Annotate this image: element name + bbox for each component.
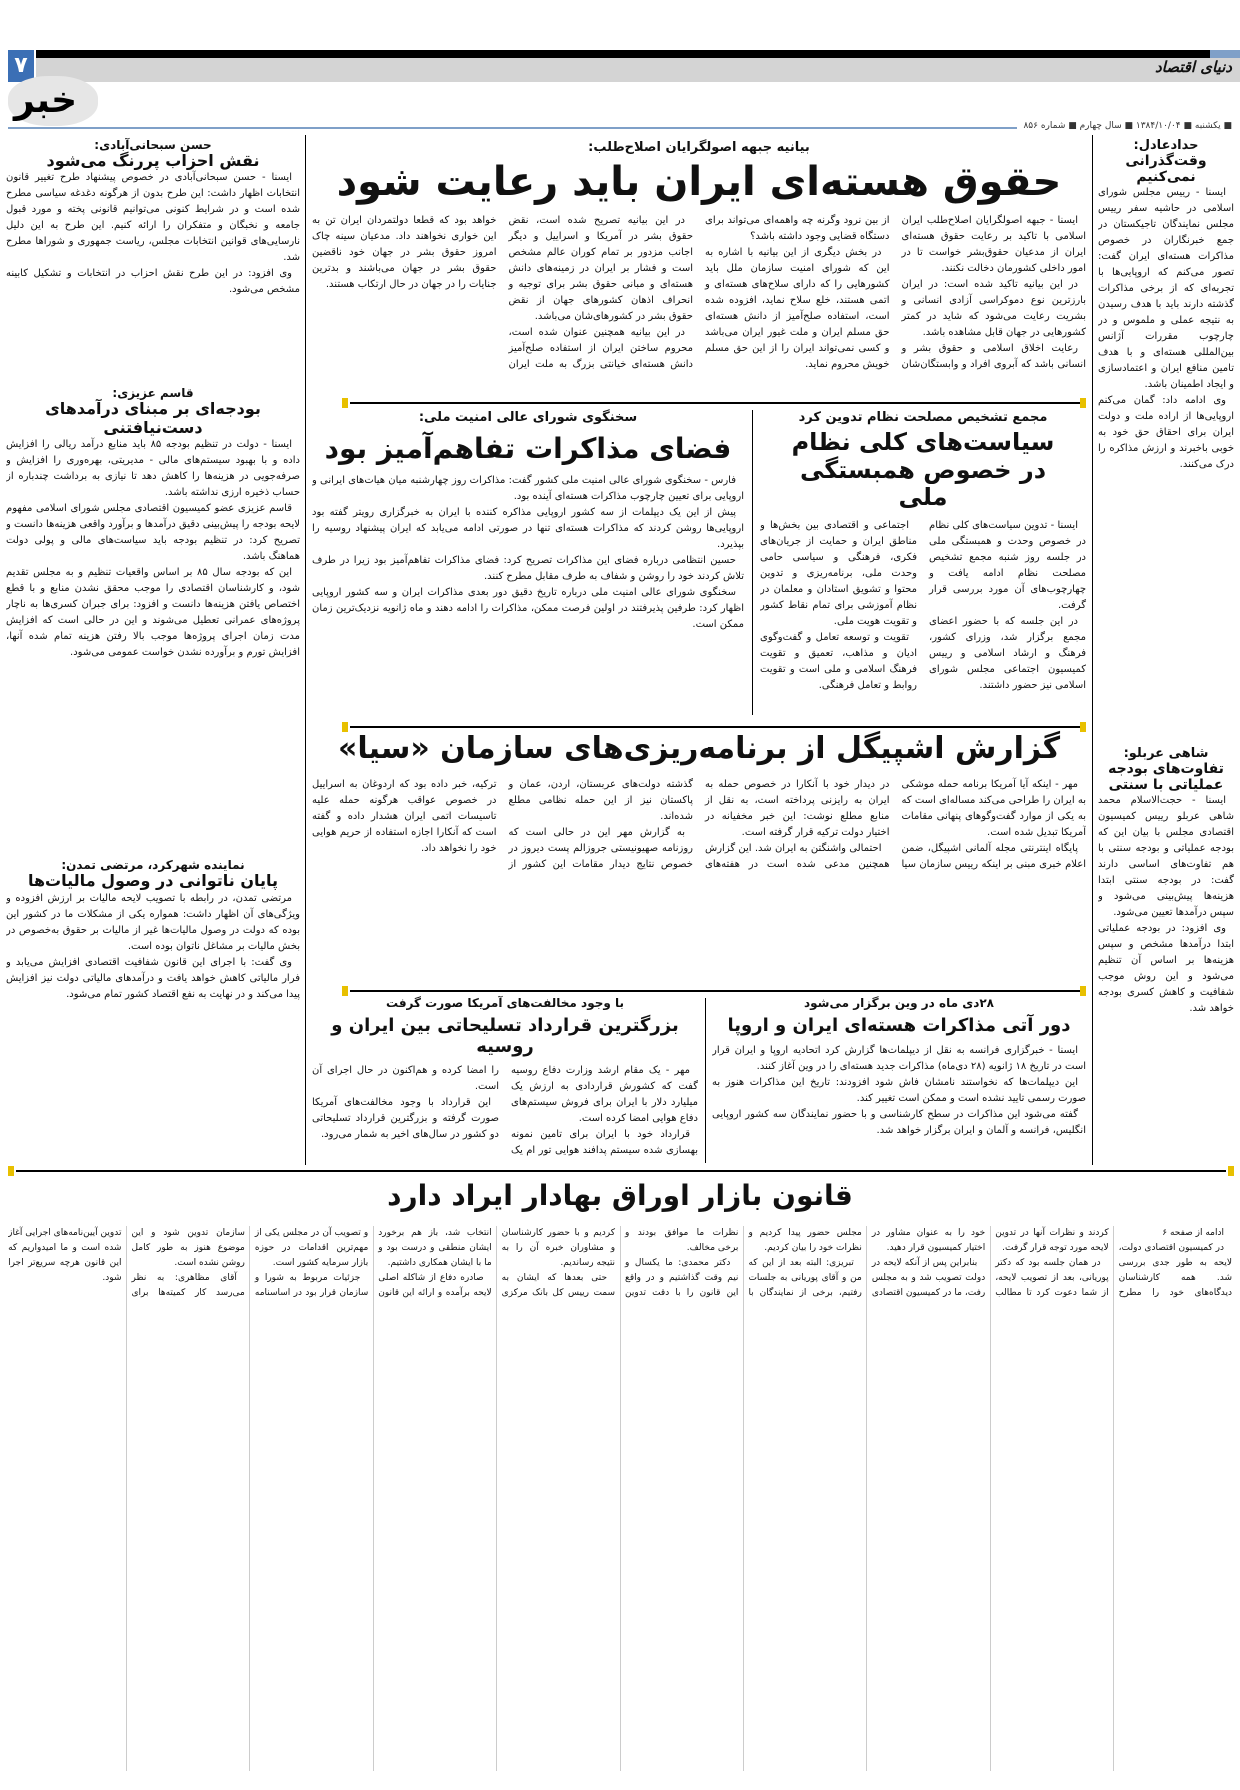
left-column (6, 138, 300, 1163)
paragraph: وی ادامه داد: گمان می‌کنم اروپایی‌ها از اراده ملت و دولت ایران برای احقاق حق خود به خوبی باخبرند و ارزش مذاکره را درک می‌کنند. (1098, 395, 1234, 471)
newspaper-logo: دنیای اقتصاد (1154, 58, 1232, 76)
paragraph: تبریزی: البته بعد از این که من و آقای پوریانی به جلسات رفتیم، برخی از نمایندگان با نظرات ما موافق بودند و برخی مخالف. (625, 1228, 862, 1299)
paragraph: حسین انتظامی درباره فضای این مذاکرات تصریح کرد: فضای مذاکرات تفاهم‌آمیز بود زیرا در طرف تلاش کردند خود را روشن و شفاف به طرف مقابل مطرح کنند. (312, 555, 744, 583)
paragraph: ایسنا - دولت در تنظیم بودجه ۸۵ باید منابع درآمد ریالی را افزایش داده و با بهبود سیستم‌های مالی - مدیریتی، بهره‌وری را افزایش و صرفه‌جویی در هزینه‌ها را کاهش دهد تا نیازی به برداشت چندباره از حساب ذخیره ارزی نداشته باشد. (6, 439, 300, 499)
masthead-accent (1210, 50, 1240, 58)
paragraph: این که بودجه سال ۸۵ بر اساس واقعیات تنظیم و به مجلس تقدیم شود، و کارشناسان اقتصادی را موجب محقق نشدن منابع و با قطع اختصاص یافتن هزینه‌ها دانست و افزود: برای جبران کسری‌ها به ناچار پروژه‌های عمرانی تعطیل می‌شوند و این در حالی است که افزایش مدت زمان اجرای پروژه‌ها موجب بالا رفتن هزینه تمام شده آنها، افزایش تورم و برآورده نشدن خواست عمومی می‌شود. (6, 567, 300, 659)
story-body (6, 437, 300, 852)
section-rule (350, 990, 1085, 992)
story-arms (312, 996, 698, 1164)
masthead-gray-bar (36, 58, 1240, 82)
story-body (6, 891, 300, 1121)
dateline: ■ یکشنبه ■ ۱۳۸۴/۱۰/۰۴ ■ سال چهارم ■ شماره ۸۵۶ (1017, 121, 1232, 131)
story-headline: حقوق هسته‌ای ایران باید رعایت شود (336, 159, 1062, 205)
masthead-black-bar (36, 50, 1216, 58)
paragraph: ایسنا - جبهه اصولگرایان اصلاح‌طلب ایران اسلامی با تاکید بر رعایت حقوق هسته‌ای ایران از مدعیان حقوق‌بشر خواست تا در امور داخلی کشورمان دخالت نکنند. (901, 215, 1086, 274)
story-kicker: حدادعادل: (1133, 138, 1199, 153)
story-kicker: حسن سبحانی‌آبادی: (94, 138, 212, 152)
story-spiegel (312, 732, 1086, 982)
paragraph: پیش از این یک دیپلمات از سه کشور اروپایی مذاکره کننده با ایران به خبرگزاری رویتر گفته بود اروپایی‌ها روشن کردند که مذاکرات هسته‌ای تنها در صورتی ادامه می‌یابد که ایران پیشنهاد روسیه را بپذیرد. (312, 507, 744, 551)
page-number: ۷ (8, 50, 34, 82)
paragraph: تقویت و توسعه تعامل و گفت‌وگوی ادیان و مذاهب، تعمیق و تقویت فرهنگ اسلامی و ملی است و تقویت روابط و تعامل فرهنگی. (760, 631, 917, 691)
paragraph: دکتر محمدی: ما یکسال و نیم وقت گذاشتیم و در واقع این قانون را با دقت تدوین کردیم و با حضور کارشناسان و مشاوران خبره آن را به نتیجه رساندیم. (501, 1228, 739, 1299)
story-headline: قانون بازار اوراق بهادار ایراد دارد (387, 1179, 853, 1212)
paragraph: ایسنا - حسن سبحانی‌آبادی در خصوص پیشنهاد طرح تغییر قانون انتخابات اظهار داشت: این طرح بدون از هرگونه دغدغه سیاسی مطرح شده است و در شرایط کنونی می‌توانیم قانونی پخته و مورد قبول جامعه و نخبگان و متفکران را ارائه کنیم. این طرح به این دلیل نارسایی‌های قوانین انتخابات مجلس، ریاست جمهوری و شوراها مطرح شد. (6, 172, 300, 264)
dateline-rule (8, 127, 1138, 129)
rule-marker (8, 1166, 14, 1176)
paragraph: قاسم عزیزی عضو کمیسیون اقتصادی مجلس شورای اسلامی مفهوم لایحه بودجه را پیش‌بینی دقیق درآمدها و برآورد واقعی هزینه‌ها دانست و تصریح کرد: در تنظیم بودجه باید سیاست‌های مالی و پولی دولت هماهنگ باشد. (6, 503, 300, 563)
paragraph: گفته می‌شود این مذاکرات در سطح کارشناسی و با حضور نمایندگان سه کشور اروپایی انگلیس، فرانسه و آلمان و ایران برگزار خواهد شد. (712, 1108, 1086, 1136)
rule-marker (1228, 1166, 1234, 1176)
paragraph: حتی بعدها که ایشان به سمت رییس کل بانک مرکزی انتخاب شد، باز هم برخورد ایشان منطقی و درست بود و ما با ایشان همکاری داشتیم. (378, 1228, 616, 1299)
right-column (1098, 138, 1234, 1163)
paragraph: وی افزود: در بودجه عملیاتی ابتدا درآمدها مشخص و سپس هزینه‌ها بر اساس آن تنظیم می‌شود و این روش موجب شفافیت و کاهش کسری بودجه خواهد شد. (1098, 923, 1234, 1015)
paragraph: سخنگوی شورای عالی امنیت ملی درباره تاریخ دقیق دور بعدی مذاکرات ایران و سه کشور اروپایی اظهار کرد: طرفین پذیرفتند در اولین فرصت ممکن، مذاکرات را ادامه دهند و ماه ژانویه نزدیک‌ترین زمان ممکن است. (312, 587, 744, 631)
paragraph: ایسنا - خبرگزاری فرانسه به نقل از دیپلمات‌ها گزارش کرد اتحادیه اروپا و ایران قرار است در تاریخ ۱۸ ژانویه (۲۸ دی‌ماه) مذاکرات جدید هسته‌ای را در وین آغاز کنند. (712, 1044, 1086, 1072)
story-headline: دور آتی مذاکرات هسته‌ای ایران و اروپا (727, 1015, 1071, 1036)
story-headline: تفاوت‌های بودجه عملیاتی با سنتی (1108, 761, 1224, 794)
paragraph: قرارداد خود با ایران برای تامین نمونه بهسازی شده سیستم پدافند هوایی تور ام یک را امضا کرده و هم‌اکنون در حال اجرای آن است. (312, 1065, 698, 1157)
rule-marker (342, 398, 348, 408)
paragraph: ایسنا - رییس مجلس شورای اسلامی در حاشیه سفر رییس مجلس نمایندگان تاجیکستان در جمع خبرنگاران در خصوص مذاکرات هسته‌ای ایران گفت: تصور می‌کنم که اروپایی‌ها با تجربه‌ای که از برخی مذاکرات گذشته دارند باید با هدف رسیدن به نتیجه عملی و ملموس و در چارچوب مقررات آژانس بین‌المللی هسته‌ای و با هدف تامین منافع ایران و اعتمادسازی و ایجاد اطمینان باشد. (1098, 187, 1234, 391)
story-body (312, 473, 744, 713)
paragraph: در کمیسیون اقتصادی دولت، لایحه به طور جدی بررسی شد. همه کارشناسان دیدگاه‌های خود را مطرح کردند و نظرات آنها در تدوین لایحه مورد توجه قرار گرفت. (995, 1228, 1232, 1299)
story-kicker: ۲۸دی ماه در وین برگزار می‌شود (803, 996, 995, 1010)
main-story (312, 140, 1086, 395)
rule-marker (1080, 398, 1086, 408)
paragraph: وی افزود: در این طرح نقش احزاب در انتخابات و تشکیل کابینه مشخص می‌شود. (6, 268, 300, 296)
story-body (712, 1043, 1086, 1153)
rule-marker (1080, 722, 1086, 732)
column-divider (752, 410, 753, 715)
paragraph: بنابراین پس از آنکه لایحه در دولت تصویب شد و به مجلس رفت، ما در کمیسیون اقتصادی مجلس حضور پیدا کردیم و نظرات خود را بیان کردیم. (748, 1228, 986, 1299)
paragraph: مهر - اینکه آیا آمریکا برنامه حمله موشکی به ایران را طراحی می‌کند مساله‌ای است که به یکی از موارد گفت‌وگوهای پنهانی مقامات آمریکا تبدیل شده است. (901, 778, 1086, 838)
paragraph: این قرارداد با وجود مخالفت‌های آمریکا صورت گرفته و بزرگترین قرارداد تسلیحاتی دو کشور در سال‌های اخیر به شمار می‌رود. (312, 1097, 499, 1141)
rule-marker (1080, 986, 1086, 996)
paragraph: در این جلسه که با حضور اعضای مجمع برگزار شد، وزرای کشور، فرهنگ و ارشاد اسلامی و رییس کمیسیون اجتماعی مجلس شورای اسلامی نیز حضور داشتند. (929, 615, 1086, 691)
column-divider (305, 135, 306, 1165)
paragraph: فارس - سخنگوی شورای عالی امنیت ملی کشور گفت: مذاکرات روز چهارشنبه میان هیات‌های ایرانی و اروپایی برای تعیین چارچوب مذاکرات هسته‌ای آینده بود. (312, 475, 744, 503)
story-body (1098, 185, 1234, 740)
story-talks (312, 410, 744, 715)
paragraph: در این بیانیه همچنین عنوان شده است، محروم ساختن ایران از استفاده صلح‌آمیز دانش هسته‌ای خیانتی بزرگ به ملت ایران خواهد بود که قطعا دولتمردان ایران تن به این خواری نخواهند داد. مدعیان سینه چاک امروز حقوق بشر در جهان خود ناقضین حقوق بشر در جهان می‌باشند و بدترین جنایات را در جهان در حال ارتکاب هستند. (312, 215, 693, 370)
paragraph: به گزارش مهر این در حالی است که روزنامه صهیونیستی جروزالم پست دیروز در خصوص نتایج دیدار مقامات این کشور از ترکیه، خبر داده بود که اردوغان به اسراییل در خصوص عواقب هرگونه حمله علیه تاسیسات اتمی ایران هشدار داده و گفته است که آنکارا اجازه استفاده از حریم هوایی خود را نخواهد داد. (312, 778, 693, 870)
paragraph: احتمالی واشنگتن به ایران شد. این گزارش همچنین مدعی شده است در هفته‌های گذشته دولت‌های عربستان، اردن، عمان و پاکستان نیز از این حمله نظامی مطلع شده‌اند. (508, 778, 890, 870)
paragraph: ایسنا - حجت‌الاسلام محمد شاهی عربلو رییس کمیسیون اقتصادی مجلس با بیان این که بودجه عملیاتی و بودجه سنتی با هم تفاوت‌های اساسی دارند گفت: در بودجه سنتی ابتدا هزینه‌ها پیش‌بینی می‌شود و سپس درآمدها تعیین می‌شود. (1098, 795, 1234, 919)
story-policies (760, 410, 1086, 715)
section-rule (16, 1170, 1226, 1172)
story-headline: فضای مذاکرات تفاهم‌آمیز بود (324, 432, 732, 465)
story-body (8, 1226, 1232, 1771)
story-headline: سیاست‌های کلی نظام در خصوص همبستگی ملی (791, 428, 1055, 512)
story-headline: وقت‌گذرانی نمی‌کنیم (1125, 153, 1207, 186)
section-rule (350, 726, 1085, 728)
story-headline: نقش احزاب پررنگ می‌شود (46, 151, 260, 170)
column-divider (705, 998, 706, 1163)
story-headline: بزرگترین قرارداد تسلیحاتی بین ایران و روسیه (331, 1015, 679, 1057)
paragraph: اجتماعی و اقتصادی بین بخش‌ها و مناطق ایران و حمایت از جریان‌های فکری، فرهنگی و سیاسی حامی وحدت ملی، برنامه‌ریزی و تدوین محتوا و تشویق استادان و معلمان در نظام آموزشی برای تمام نقاط کشور و تقویت هویت ملی. (760, 519, 917, 627)
paragraph: این دیپلمات‌ها که نخواستند نامشان فاش شود افزودند: تاریخ این مذاکرات هنوز به صورت رسمی تایید نشده است و ممکن است تغییر کند. (712, 1076, 1086, 1104)
story-body (312, 777, 1086, 972)
story-body (312, 1063, 698, 1173)
bottom-story (8, 1178, 1232, 1783)
paragraph: در این بیانیه تاکید شده است: در ایران بارزترین نوع دموکراسی آزادی انسانی و بشریت رعایت می‌شود که شاید در کمتر کشورهایی در جهان قابل مشاهده باشد. (901, 279, 1086, 338)
story-body (1098, 793, 1234, 1123)
paragraph: مهر - یک مقام ارشد وزارت دفاع روسیه گفت که کشورش قراردادی به ارزش یک میلیارد دلار با ایران برای فروش سیستم‌های دفاع هوایی امضا کرده است. (511, 1065, 698, 1125)
paragraph: ایسنا - تدوین سیاست‌های کلی نظام در خصوص وحدت و همبستگی ملی در جلسه روز شنبه مجمع تشخیص مصلحت نظام ادامه یافت و چهارچوب‌های آن مورد بررسی قرار گرفت. (929, 519, 1086, 611)
column-divider (1092, 135, 1093, 1165)
paragraph: وی گفت: با اجرای این قانون شفافیت اقتصادی افزایش می‌یابد و فرار مالیاتی کاهش خواهد یافت و درآمدهای مالیاتی دولت نیز افزایش پیدا می‌کند و در نهایت به نفع اقتصاد کشور تمام می‌شود. (6, 956, 300, 1000)
paragraph: در همان جلسه بود که دکتر پوریانی، بعد از تصویب لایحه، از شما دعوت کرد تا مطالب خود را به عنوان مشاور در اختیار کمیسیون قرار دهید. (871, 1228, 1109, 1299)
paragraph: ادامه از صفحه ۶ (1162, 1228, 1224, 1239)
story-kicker: نماینده شهرکرد، مرتضی تمدن: (61, 858, 245, 873)
story-body (6, 170, 300, 380)
story-kicker: سخنگوی شورای عالی امنیت ملی: (418, 410, 638, 425)
story-body (760, 518, 1086, 723)
paragraph: آقای مظاهری: به نظر می‌رسد کار کمیته‌ها برای تدوین آیین‌نامه‌های اجرایی آغاز شده است و ما امیدواریم که این قانون هرچه سریع‌تر اجرا شود. (8, 1228, 245, 1299)
story-body (312, 213, 1086, 378)
paragraph: در این بیانیه تصریح شده است، نقض حقوق بشر در آمریکا و اسراییل و دیگر اجانب مزدور بر تمام کوران عالم مشخص است و فشار بر ایران در زمینه‌های دانش هسته‌ای و مبانی حقوق بشر برای توجیه و انحراف اذهان کشورهای جهان از نقض حقوق بشر در کشورهای‌شان می‌باشد. (508, 215, 693, 322)
story-headline: گزارش اشپیگل از برنامه‌ریزی‌های سازمان «سیا» (337, 731, 1061, 766)
story-kicker: مجمع تشخیص مصلحت نظام تدوین کرد (798, 410, 1048, 425)
story-kicker: با وجود مخالفت‌های آمریکا صورت گرفت (385, 996, 625, 1010)
story-vienna (712, 996, 1086, 1164)
paragraph: پایگاه اینترنتی مجله آلمانی اشپیگل، ضمن اعلام خبری مبنی بر اینکه رییس سازمان سیا در دیدار خود با آنکارا در خصوص حمله به ایران به رایزنی پرداخته است، به نقل از منابع مطلع نوشت: این خبر مخفیانه در اختیار دولت ترکیه قرار گرفته است. (705, 778, 1086, 870)
story-kicker: بیانیه جبهه اصولگرایان اصلاح‌طلب: (588, 140, 810, 155)
rule-marker (342, 986, 348, 996)
section-title: خبر (14, 80, 78, 121)
story-headline: پایان ناتوانی در وصول مالیات‌ها (27, 871, 279, 891)
paragraph: رعایت اخلاق اسلامی و حقوق بشر و انسانی باشد که آبروی افراد و وابستگان‌شان از بین نرود وگرنه چه واهمه‌ای می‌تواند برای دستگاه قضایی وجود داشته باشد؟ (705, 215, 1086, 370)
paragraph: مرتضی تمدن، در رابطه با تصویب لایحه مالیات بر ارزش افزوده و ویژگی‌های آن اظهار داشت: همواره یکی از مشکلات ما در کشور این بوده که دولت در وصول مالیات‌ها غیر از مالیات بر حقوق به‌خصوص در بخش مالیات بر مشاغل ناتوان بوده است. (6, 892, 300, 952)
paragraph: جزئیات مربوط به شورا و سازمان قرار بود در اساسنامه سازمان تدوین شود و این موضوع هنوز به طور کامل روشن نشده است. (131, 1228, 369, 1299)
paragraph: در بخش دیگری از این بیانیه با اشاره به این که شورای امنیت سازمان ملل باید کشورهایی را که دارای سلاح‌های هسته‌ای و اتمی هستند، خلع سلاح نماید، افزوده شده است، استفاده صلح‌آمیز از دانش هسته‌ای حق مسلم ایران و ملت غیور ایران می‌باشد و کسی نمی‌تواند ایران را از این حق مسلم خویش محروم نماید. (705, 247, 890, 370)
story-kicker: قاسم عزیزی: (112, 386, 194, 401)
section-rule (350, 402, 1085, 404)
paragraph: صادره دفاع از شاکله اصلی لایحه برآمده و ارائه این قانون و تصویب آن در مجلس یکی از مهم‌ترین اقدامات در حوزه بازار سرمایه کشور است. (254, 1228, 492, 1299)
story-headline: بودجه‌ای بر مبنای درآمدهای دست‌نیافتنی (45, 399, 261, 437)
story-kicker: شاهی عربلو: (1123, 746, 1209, 762)
